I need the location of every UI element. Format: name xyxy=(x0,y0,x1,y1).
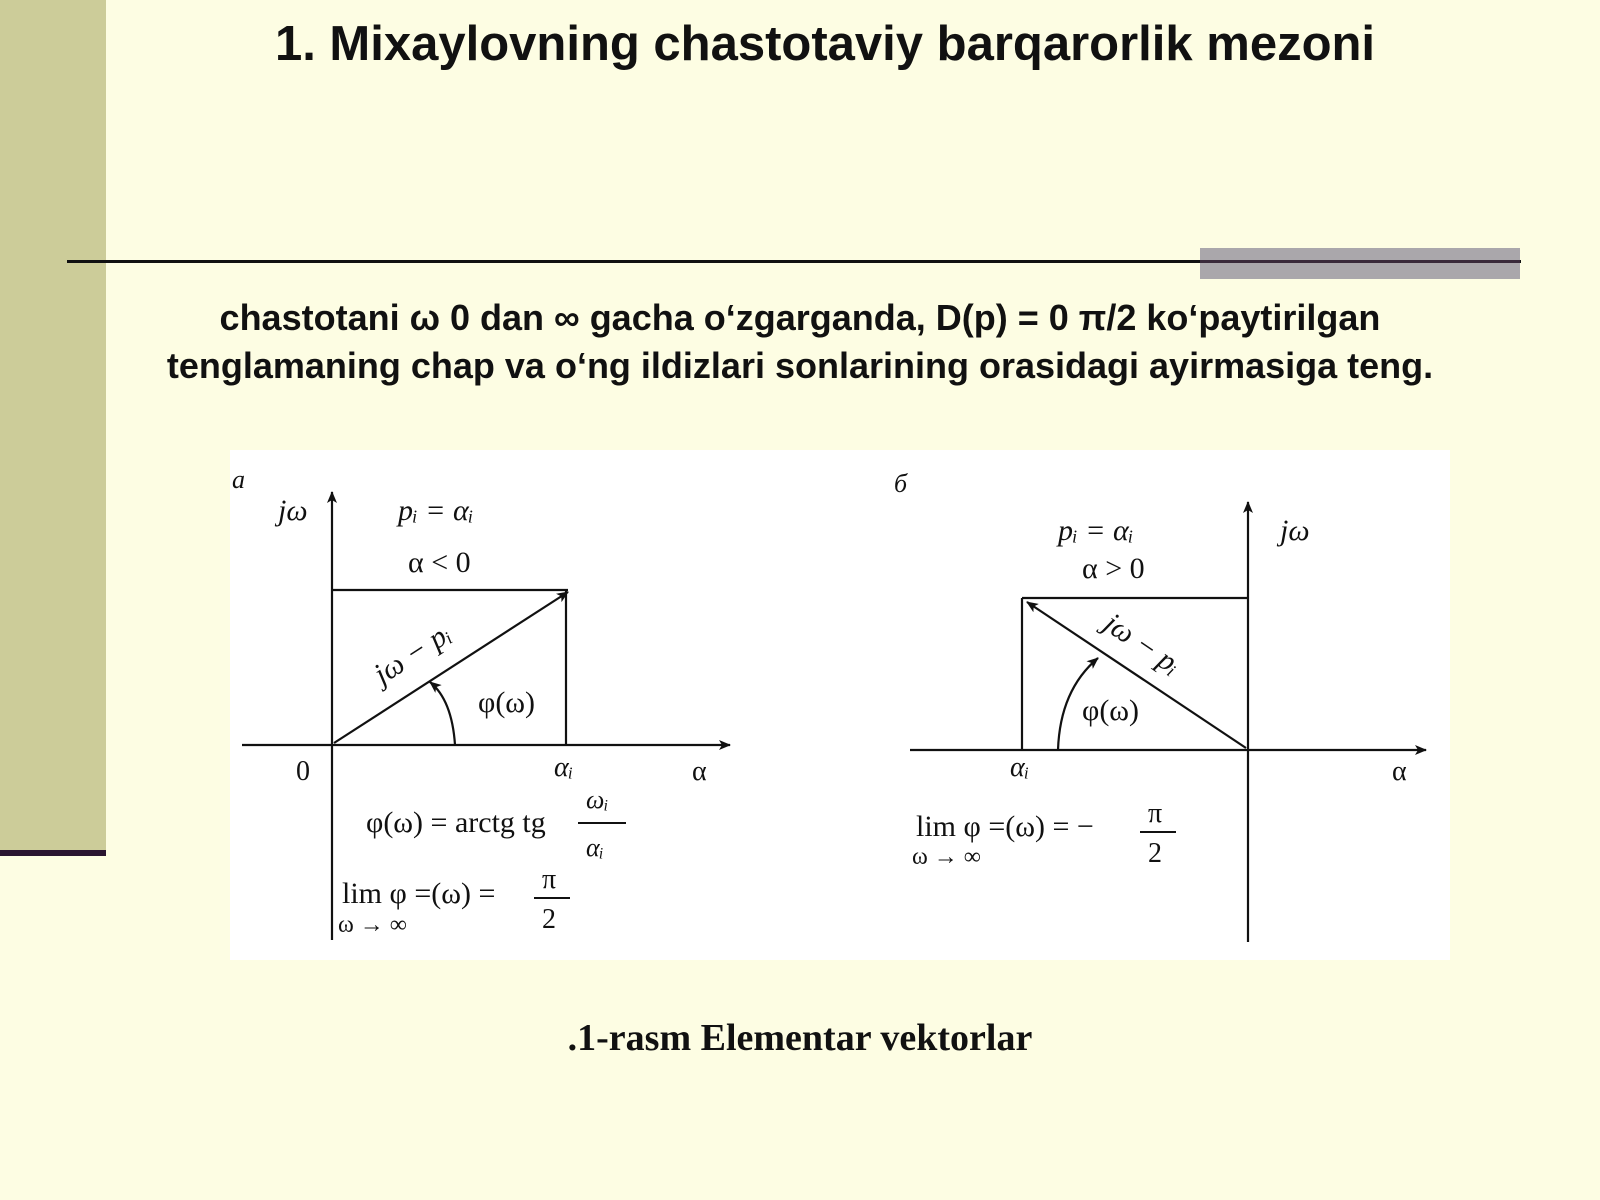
panel-b-condition: α > 0 xyxy=(1082,552,1145,585)
slide-body xyxy=(60,294,1540,390)
panel-b-limit-denominator: 2 xyxy=(1148,838,1162,869)
panel-a-angle-label: φ(ω) xyxy=(478,686,536,719)
panel-a-condition: α < 0 xyxy=(408,546,471,579)
sidebar-accent xyxy=(0,0,106,850)
panel-a-root-tick-label: αᵢ xyxy=(554,752,574,783)
panel-b-limit-numerator: π xyxy=(1148,798,1163,829)
slide-title: 1. Mixaylovning chastotaviy barqarorlik mezoni xyxy=(274,17,1376,71)
panel-b-limit: lim φ =(ω) = − xyxy=(916,810,1094,843)
panel-a-limit: lim φ =(ω) = xyxy=(342,877,496,910)
panel-a-y-axis-label: jω xyxy=(278,494,308,527)
panel-a-formula-numerator: ωᵢ xyxy=(586,785,609,814)
panel-a-formula-denominator: αᵢ xyxy=(586,833,604,862)
panel-a-letter: a xyxy=(232,465,245,494)
panel-a-limit-numerator: π xyxy=(542,864,557,895)
panel-b-y-axis-label: jω xyxy=(1280,514,1310,547)
figure-elementary-vectors xyxy=(230,450,1450,960)
panel-b-letter: б xyxy=(894,469,908,498)
panel-a-root-equation: pᵢ = αᵢ xyxy=(398,494,474,527)
divider-accent-line xyxy=(1200,260,1520,263)
panel-a-origin-label: 0 xyxy=(296,756,310,787)
sidebar-accent-base xyxy=(0,850,106,856)
panel-b-root-tick-label: αᵢ xyxy=(1010,752,1030,783)
body-line-1: chastotani ω 0 dan ∞ gacha o‘zgarganda, D(p) = 0 π/2 ko‘paytirilgan xyxy=(219,297,1381,338)
panel-a-phase-formula: φ(ω) = arctg tg xyxy=(366,806,546,839)
panel-a-x-axis-label: α xyxy=(692,756,707,787)
figure-svg xyxy=(230,450,1450,960)
body-line-2: tenglamaning chap va o‘ng ildizlari sonlarining orasidagi ayirmasiga teng. xyxy=(166,345,1434,386)
divider-accent-bar xyxy=(1200,248,1520,279)
panel-b-root-equation: pᵢ = αᵢ xyxy=(1058,514,1134,547)
figure-caption: .1-rasm Elementar vektorlar xyxy=(567,1017,1033,1059)
panel-a-limit-subscript: ω → ∞ xyxy=(338,912,407,938)
panel-b-x-axis-label: α xyxy=(1392,756,1407,787)
panel-a-vector-label: jω − pᵢ xyxy=(367,617,457,691)
panel-b-limit-subscript: ω → ∞ xyxy=(912,844,981,870)
panel-b-vector-label: jω − pᵢ xyxy=(1098,606,1187,682)
panel-b-angle-label: φ(ω) xyxy=(1082,694,1140,727)
panel-a-limit-denominator: 2 xyxy=(542,904,556,935)
